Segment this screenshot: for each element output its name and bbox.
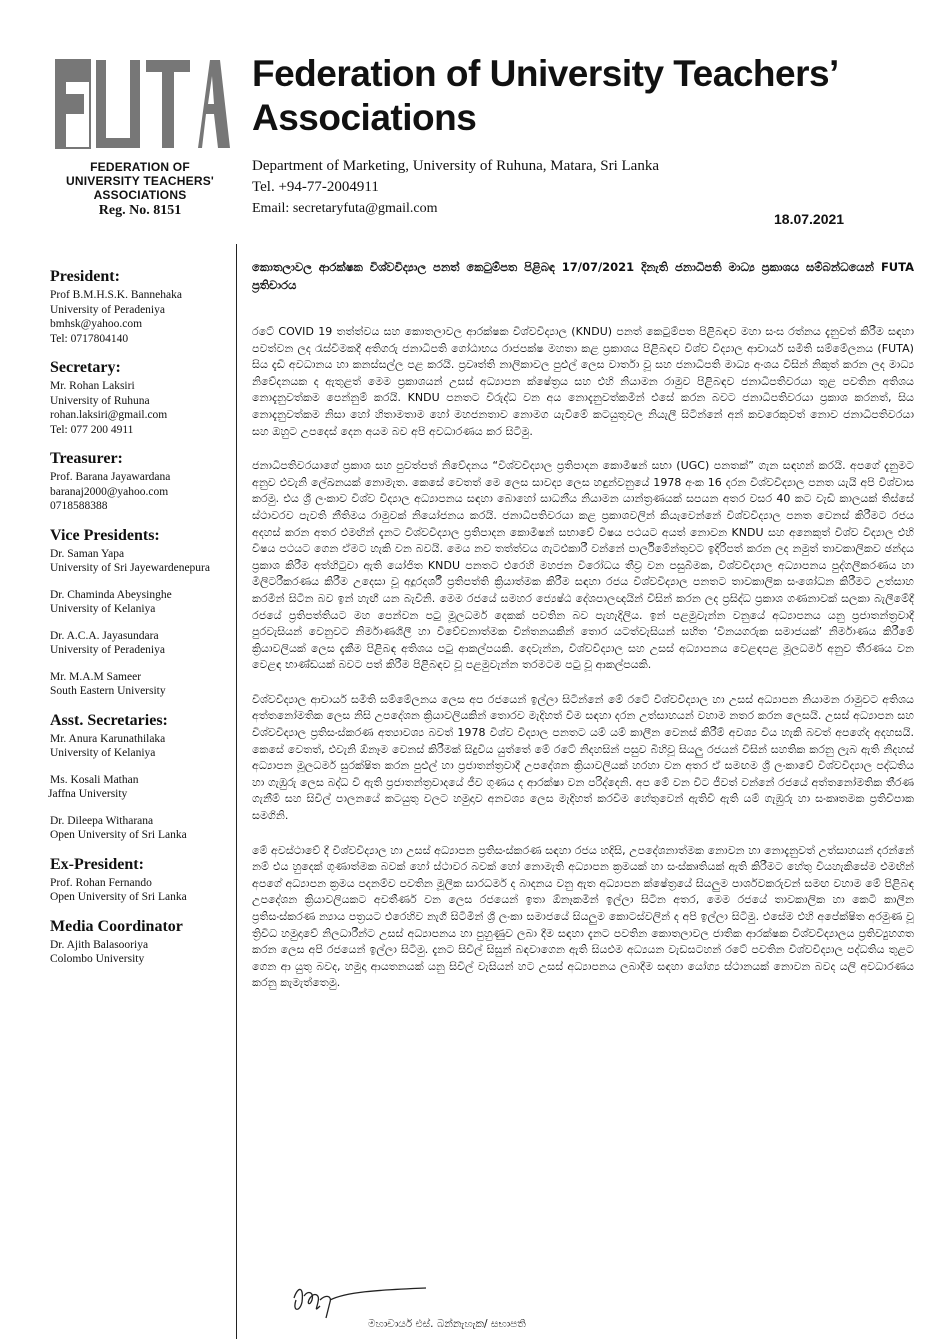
person [50, 773, 232, 802]
futa-logo-mark [50, 54, 230, 154]
office-line: bmhsk@yahoo.com [50, 318, 143, 330]
office-vice-presidents [50, 527, 232, 699]
person [50, 814, 232, 843]
letter-date: 18.07.2021 [774, 211, 845, 227]
office-line: University of Peradeniya [50, 303, 165, 316]
office-line: Prof. Barana Jayawardana [50, 471, 171, 483]
office-line: Open University of Sri Lanka [50, 891, 187, 903]
org-title-line: Federation of University Teachers’ [252, 53, 839, 94]
person-name: Ms. Kosali Mathan [50, 773, 139, 786]
letter-paragraph: ජනාධිපතිවරයාගේ ප්‍රකාශ සහ පුවත්පත් නිවේදනය “විශ්වවිද්‍යාල ප්‍රතිපාදන කොමිෂන් සභා (UGC) පනතක්” ගැන සඳහන් කරයි. අපගේ දැනුමට අනුව එවැනි ලේඛනයක් නොමැත. කෙසේ වෙතත් මෙ ලෙස සාවද්‍ය ලෙස හඳුන්වනුයේ 1978 අංක 16 දරන විශ්වවිද්‍යාල පනත යැයි අපි විශ්වාස කරමු. එය ශ්‍රී ලංකාව විශ්ව විද්‍යාල අධ්‍යාපනය සඳහා බොහෝ සාධනීය නියාමන යාන්ත්‍රණයක් සපයන අතර වසර 40 කට වැඩි කාලයක් තිස්සේ ස්ථාවරව පැවති නීතිමය රාමුවක් නියෝජනය කරයි. ජනාධිපතිවරයා කළ ප්‍රකාශවලින් කියැවෙන්නේ විශ්වවිද්‍යාල පනත වෙනස් කිරීමට රජය අදහස් කරන අතර එමඟින් දැනට විශ්වවිද්‍යාල ප්‍රතිපාදන කොමිෂන් සභාවේ විෂය පථයට අයත් නොවන KNDU සහ අනෙකුත් විශ්ව විද්‍යාල එහි විෂය පථයට ගෙන ඒමට හැකි වන බවයි. මෙය නව තත්ත්වය ගැටළුකාරී වන්නේ පාර්ලිමේන්තුවට ඉදිරිපත් කරන ලද නමුත් තාවකාලිකව ඡන්දය ප්‍රකාශ කිරීම අත්හිටුවා ඇති යෝජිත KNDU පනතට එරෙහි මහජන විරෝධය තීව්‍ර වන පසුබිමක, විශ්වවිද්‍යාල අධ්‍යාපනය පුද්ගලීකරණය හා මිලිටරීකරණය කිරීම උදෙසා වූ අදූරදර්ශී ප්‍රතිපත්ති ක්‍රියාත්මක කිරීම සඳහා රජය විශ්වවිද්‍යාල පනතට තාවකාලික සංශෝධන කිරීමට උත්සාහ කරමින් සිටින බව ඉන් හැඟී යන බැවිනි. මෙම රජයේ සමහර ජ්‍යෙෂ්ඨ දේශපාලඥයින් විසින් කරන ලද ප්‍රසිද්ධ ප්‍රකාශ ගණනාවක් සලකා බැලීමේදී රජයේ ප්‍රතිපත්තියට මහ පෙන්වන පටු මූලධර්ම දෙකක් පවතින බව පැහැදිලිය. ඉන් පළමුවැන්න වනුයේ අධ්‍යාපනය යනු ප්‍රජාතන්ත්‍රවාදී පුරවැසියන් වෙනුවට නිර්මාණශීලී හා විවේචනාත්මක චින්තනයකින් තොර යටත්වැසියන් සහිත ‘විනයගරුක සමාජයක්’ නිර්මාණය කිරීමේ ක්‍රියාවලියක් ලෙස දැකීම පිළිබඳ අතිශය පටු ආකල්පයකි. දෙවැන්න, විශ්වවිද්‍යාල සහ උසස් අධ්‍යාපනය වෙළඳපළ මූලධර්ම අනුව තීරණය වන වෙළඳ භාණ්ඩයක් බවට පත් කිරීම පිළිබඳව වූ පළමුවැන්න තරමටම පටු වූ ආකල්පයකි. [252, 459, 914, 672]
signer-name: මහාචාර්ය එස්. බන්නැහැක/ සභාපති [368, 1318, 526, 1330]
person-name: Mr. Anura Karunathilaka [50, 732, 166, 745]
office-line: baranaj2000@yahoo.com [50, 485, 169, 498]
email: Email: secretaryfuta@gmail.com [252, 201, 438, 216]
office-title: Treasurer: [50, 450, 123, 467]
office-line: Prof B.M.H.S.K. Bannehaka [50, 289, 182, 301]
letter-paragraph: මේ අවස්ථාවේ දී විශ්වවිද්‍යාල හා උසස් අධ්‍යාපන ප්‍රතිසංස්කරණ සඳහා රජය හදිසි, උපදේශනාත්මක නොවන හා නොදැනුවත් උත්සාහයන් දරන්නේ නම් එය හුදෙක් ගුණාත්මක බවක් හෝ ස්ථාවර බවක් හෝ නොමැති අධ්‍යාපන ක්‍රමයක් හා සංස්කෘතියක් ඇති කිරීමට හේතු වියහැකිසේම එමඟින් අපගේ අධ්‍යාපන ක්‍රමය පදනම්ව පවතින මූලික සාරධර්ම ද බාදනය වනු ඇත අධ්‍යාපන ක්ෂේත්‍රයේ සියලුම පාර්ශවකරුවන් සමඟ වහාම මේ පිළිබඳ උපදේශන ක්‍රියාවලියකට අවතීර්ණ වන ලෙස රජයෙන් ඉතා ඕනෑකමින් ඉල්ලා සිටින අතර, මෙම රජයේ තාවකාලික හා කෙටි කාලීන ප්‍රතිසංස්කරණ න්‍යාය පත්‍රයට එරෙහිව නැගී සිටීමින් ශ්‍රී ලංකා සමාජයේ සියලුම කොටස්වලින් ද අපි ඉල්ලා සිටිමු. එසේම එහි අපේක්ෂිත අරමුණ වූ ත්‍රිවිධ හමුදාවේ නිලධාරීන්ට උසස් අධ්‍යාපනය හා පුහුණුව ලබා දීම සඳහා දැනට පවතින කොතලාවල ජාතික ආරක්ෂක විශ්වවිද්‍යාලය ප්‍රතිව්‍යුහගත කරන ලෙස අපි රජයෙන් ඉල්ලා සිටිමු. දැනට සිවිල් සිසුන් බඳවාගෙන ඇති සියළුම අධ්‍යයන වැඩසටහන් රටේ පවතින විශ්වවිද්‍යාල පද්ධතිය තුළට ගෙන ආ යුතු බවද, හමුදා ආයතනයක් යනු සිවිල් වැසියන් හට උසස් අධ්‍යාපනය ලබාදීම සඳහා යෝග්‍ය ස්ථානයක් නොවන බවද යලි අවධාරණය කරනු කැමැත්තෙමු. [252, 843, 914, 990]
office-line: University of Ruhuna [50, 394, 150, 407]
person-name: Dr. Chaminda Abeysinghe [50, 588, 172, 601]
registration-number: Reg. No. 8151 [98, 203, 182, 218]
office-treasurer [50, 450, 232, 514]
person-affiliation: University of Peradeniya [50, 644, 165, 656]
office-line: 0718588388 [50, 500, 108, 512]
office-line: Colombo University [50, 953, 145, 965]
office-line: Tel: 077 200 4911 [50, 423, 134, 436]
office-line: Dr. Ajith Balasooriya [50, 938, 149, 951]
column-divider [236, 244, 237, 1339]
person-name: Dr. A.C.A. Jayasundara [50, 629, 159, 642]
office-line: Mr. Rohan Laksiri [50, 380, 135, 392]
person-affiliation: South Eastern University [50, 685, 166, 697]
office-line: Tel: 0717804140 [50, 332, 129, 345]
office-president [50, 268, 232, 346]
office-bearers-sidebar [50, 268, 232, 980]
letter-headline: කොතලාවල ආරක්ෂක විශ්වවිද්‍යාල පනත් කෙටුම්පත පිළිබඳ 17/07/2021 දිනැති ජනාධිපති මාධ්‍ය ප්‍රකාශය සම්බන්ධයෙන් FUTA ප්‍රතිචාරය [252, 260, 914, 292]
contact-block [252, 156, 659, 219]
logo-text: FUTA [140, 114, 143, 115]
office-media-coordinator [50, 918, 232, 967]
person-name: Mr. M.A.M Sameer [50, 670, 142, 683]
person-name: Dr. Dileepa Witharana [50, 814, 154, 827]
office-title: Asst. Secretaries: [50, 711, 168, 729]
address: Department of Marketing, University of Ruhuna, Matara, Sri Lanka [252, 158, 659, 174]
person-name: Dr. Saman Yapa [50, 547, 125, 560]
person [50, 629, 232, 658]
person-affiliation: University of Kelaniya [50, 603, 156, 615]
logo-caption [46, 160, 234, 202]
letter-paragraph: රටේ COVID 19 තත්ත්වය සහ කොතලාවල ආරක්ෂක විශ්වවිද්‍යාල (KNDU) පනත් කෙටුම්පත පිළිබඳව මහා සංඝ රත්නය දැනුවත් කිරීම සඳහා පවත්වන ලද රැස්වීමකදී අතිගරු ජනාධිපති ගෝඨාභය රාජපක්ෂ මහතා කළ ප්‍රකාශය පිළිබඳව විශ්ව විද්‍යාල ආචාර්ය සමිති සම්මේලනය (FUTA) සිය දැඩි අවධානය හා කනස්සල්ල පළ කරයි. ප්‍රවෘත්ති නාලිකාවල පුළුල් ලෙස වාර්තා වූ සහ ජනාධිපති මාධ්‍ය අංශය විසින් නිකුත් කරන ලද මාධ්‍ය නිවේදනයක ද ඇතුළත් මෙම ප්‍රකාශයන් උසස් අධ්‍යාපන ක්ෂේත්‍රය සහ එහි නියාමන රාමුව පිළිබඳව ජනාධිපතිවරයා තුළ පවතින අතිශය නොදැනුවත්කම පෙන්නුම් කරයි. KNDU පනතට විරුද්ධ වන අය නොදැනුවත්කමින් එසේ කරන බවට ජනාධිපතිවරයා ප්‍රකාශ කරනත්, සිය නොදැනුවත්කම නිසා හෝ හිතාමතාම හෝ මහජනතාව නොමග යැවීමේ කටයුතුවල නියැලී සිටින්නේ අන් කවරෙකුවත් නොව ජනාධිපතිවරයා සහ ඔහුට උපදෙස් දෙන අයම බව අපි අවධාරණය කර සිටිමු. [252, 325, 914, 438]
office-asst-secretaries [50, 712, 232, 843]
org-title-line: Associations [252, 97, 477, 138]
office-title: Secretary: [50, 359, 121, 376]
letter-paragraph: විශ්වවිද්‍යාල ආචාර්ය සමිති සම්මේලනය ලෙස අප රජයෙන් ඉල්ලා සිටින්නේ මේ රටේ විශ්වවිද්‍යාල හා උසස් අධ්‍යාපන නියාමන රාමුවට අතිශය අත්තනෝමතික ලෙස නිසි උපදේශන ක්‍රියාවලියකින් තොරව මැදිහත් වීම සඳහා දරන උත්සාහයන් වහාම නතර කරන ලෙසයි. උසස් අධ්‍යාපන සහ විශ්වවිද්‍යාල ප්‍රතිසංස්කරණ අත්‍යාවශ්‍ය බවත් 1978 විශ්ව විද්‍යාල පනතට යම් යම් කාලීන වෙනස් කිරීම් අවශ්‍ය විය හැකි බවත් අපගේද අදහසයි. කෙසේ වෙතත්, එවැනි ඕනෑම වෙනස් කිරීමක් සිදුවිය යුත්තේ මේ රටේ නිදහසින් පසුව බිහිවූ සියලු රජයන් විසින් සහතික කරනු ලැබ ඇති නිදහස් අධ්‍යාපන මූලධර්ම සුරක්ෂිත කරන පුළුල් හා ප්‍රජාතන්ත්‍රවාදී උපදේශන ක්‍රියාවලියක් හරහා වන අතර ඒ සමඟම ශ්‍රී ලංකාවේ විශ්වවිද්‍යාල පද්ධතිය හා ගැඹුරු ලෙස බද්ධ වී ඇති ප්‍රජාතන්ත්‍රවාදයේ ජීව ගුණය ද ආරක්ෂා වන පරිද්දෙනි. අප මේ වන විට ජීවත් වන්නේ රජයේ අත්තනෝමතික තීරණ ගැනීම් සහ සිවිල් පාලනයේ කටයුතු වලට හමුදාව අනවශ්‍ය ලෙස මැදිහත් කරවීම හේතුවෙන් ඇතිවී ඇති යම් ගැඹුරු හා සංකෘතමක ප්‍රතිවිපාක සමගිනි. [252, 692, 914, 823]
person [50, 670, 232, 699]
office-title: President: [50, 268, 120, 285]
office-secretary [50, 359, 232, 437]
letter-body [252, 258, 914, 1010]
telephone: Tel. +94-77-2004911 [252, 179, 379, 195]
office-line: rohan.laksiri@gmail.com [50, 409, 168, 421]
person-affiliation: Jaffna University [48, 788, 128, 800]
office-title: Media Coordinator [50, 917, 183, 935]
person-affiliation: Open University of Sri Lanka [50, 829, 187, 841]
person [50, 732, 232, 761]
office-ex-president [50, 856, 232, 905]
person-affiliation: University of Sri Jayewardenepura [50, 562, 210, 574]
office-line: Prof. Rohan Fernando [50, 876, 152, 889]
logo-caption-line: UNIVERSITY TEACHERS' [66, 174, 214, 188]
office-title: Ex-President: [50, 855, 144, 873]
logo-caption-line: FEDERATION OF [90, 160, 190, 174]
futa-logo [46, 54, 234, 219]
office-title: Vice Presidents: [50, 526, 160, 544]
person [50, 588, 232, 617]
person-affiliation: University of Kelaniya [50, 747, 156, 759]
person [50, 547, 232, 576]
logo-caption-line: ASSOCIATIONS [93, 188, 187, 202]
organization-title [252, 52, 912, 140]
signature [286, 1278, 436, 1320]
